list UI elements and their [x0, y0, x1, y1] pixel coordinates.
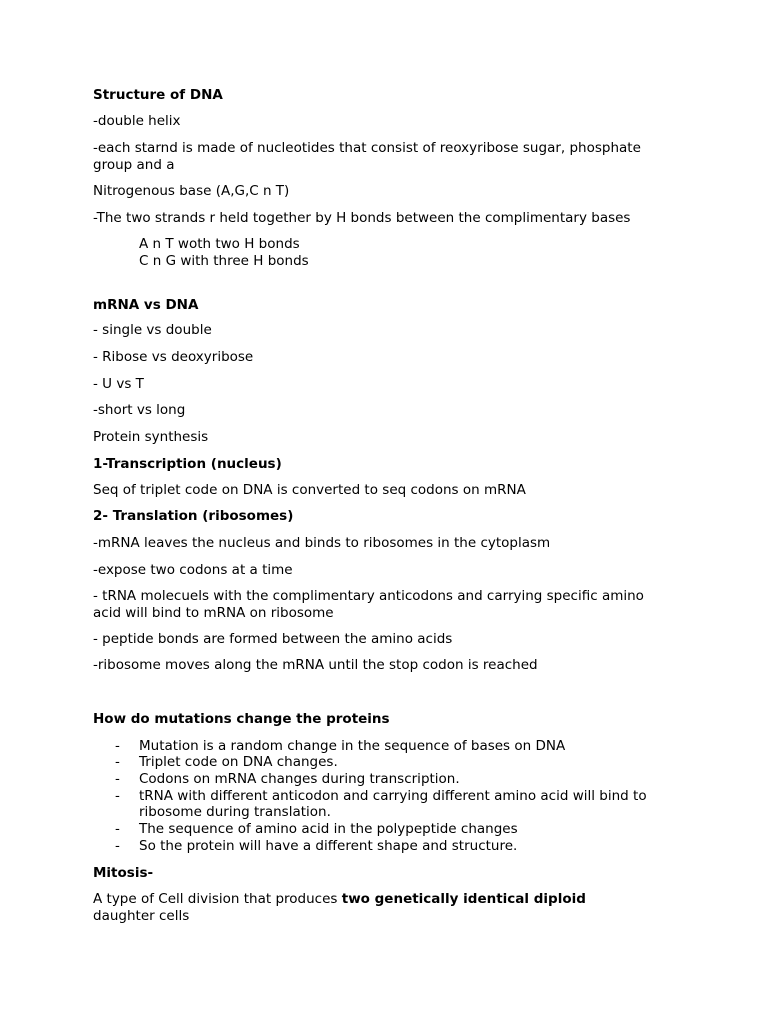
mitosis-definition-continued: daughter cells: [93, 908, 190, 924]
dna-line: -The two strands r held together by H bonds between the complimentary bases: [93, 210, 631, 226]
dna-line: -double helix: [93, 113, 181, 129]
comparison-item: -short vs long: [93, 402, 186, 418]
protein-synthesis-label: Protein synthesis: [93, 429, 209, 445]
mutation-bullet: So the protein will have a different shape and structure.: [139, 838, 518, 854]
mutation-bullet: tRNA with different anticodon and carrying different amino acid will bind to: [139, 788, 647, 804]
mitosis-emphasis: two genetically identical diploid: [341, 891, 586, 907]
mutation-bullet: The sequence of amino acid in the polypeptide changes: [139, 821, 518, 837]
translation-line: -expose two codons at a time: [93, 562, 293, 578]
mitosis-heading: Mitosis-: [93, 865, 154, 881]
mutation-bullet: Triplet code on DNA changes.: [139, 754, 338, 770]
dna-line: Nitrogenous base (A,G,C n T): [93, 183, 290, 199]
transcription-text: Seq of triplet code on DNA is converted to seq codons on mRNA: [93, 482, 526, 498]
bullet-dash: -: [115, 788, 120, 804]
bullet-dash: -: [115, 821, 120, 837]
bullet-dash: -: [115, 771, 120, 787]
mutation-bullet: Mutation is a random change in the sequence of bases on DNA: [139, 738, 566, 754]
comparison-item: - U vs T: [93, 376, 144, 392]
mutations-heading: How do mutations change the proteins: [93, 711, 390, 727]
mutation-bullet-continued: ribosome during translation.: [139, 804, 331, 820]
mutation-bullet: Codons on mRNA changes during transcription.: [139, 771, 460, 787]
bullet-dash: -: [115, 754, 120, 770]
translation-line: - peptide bonds are formed between the amino acids: [93, 631, 453, 647]
translation-line: - tRNA molecuels with the complimentary anticodons and carrying specific amino: [93, 588, 644, 604]
base-pair-line: A n T woth two H bonds: [139, 236, 300, 252]
bullet-dash: -: [115, 838, 120, 854]
base-pair-line: C n G with three H bonds: [139, 253, 309, 269]
transcription-heading: 1-Transcription (nucleus): [93, 456, 282, 472]
translation-line: -mRNA leaves the nucleus and binds to ribosomes in the cytoplasm: [93, 535, 551, 551]
translation-heading: 2- Translation (ribosomes): [93, 508, 294, 524]
translation-line: acid will bind to mRNA on ribosome: [93, 605, 334, 621]
mitosis-definition: [93, 891, 586, 908]
dna-line: -each starnd is made of nucleotides that consist of reoxyribose sugar, phosphate: [93, 140, 641, 156]
comparison-item: - Ribose vs deoxyribose: [93, 349, 254, 365]
mitosis-text: A type of Cell division that produces: [93, 891, 342, 907]
mrna-heading: mRNA vs DNA: [93, 297, 199, 313]
dna-line: group and a: [93, 157, 175, 173]
comparison-item: - single vs double: [93, 322, 212, 338]
translation-line: -ribosome moves along the mRNA until the stop codon is reached: [93, 657, 538, 673]
bullet-dash: -: [115, 738, 120, 754]
dna-heading: Structure of DNA: [93, 87, 223, 103]
